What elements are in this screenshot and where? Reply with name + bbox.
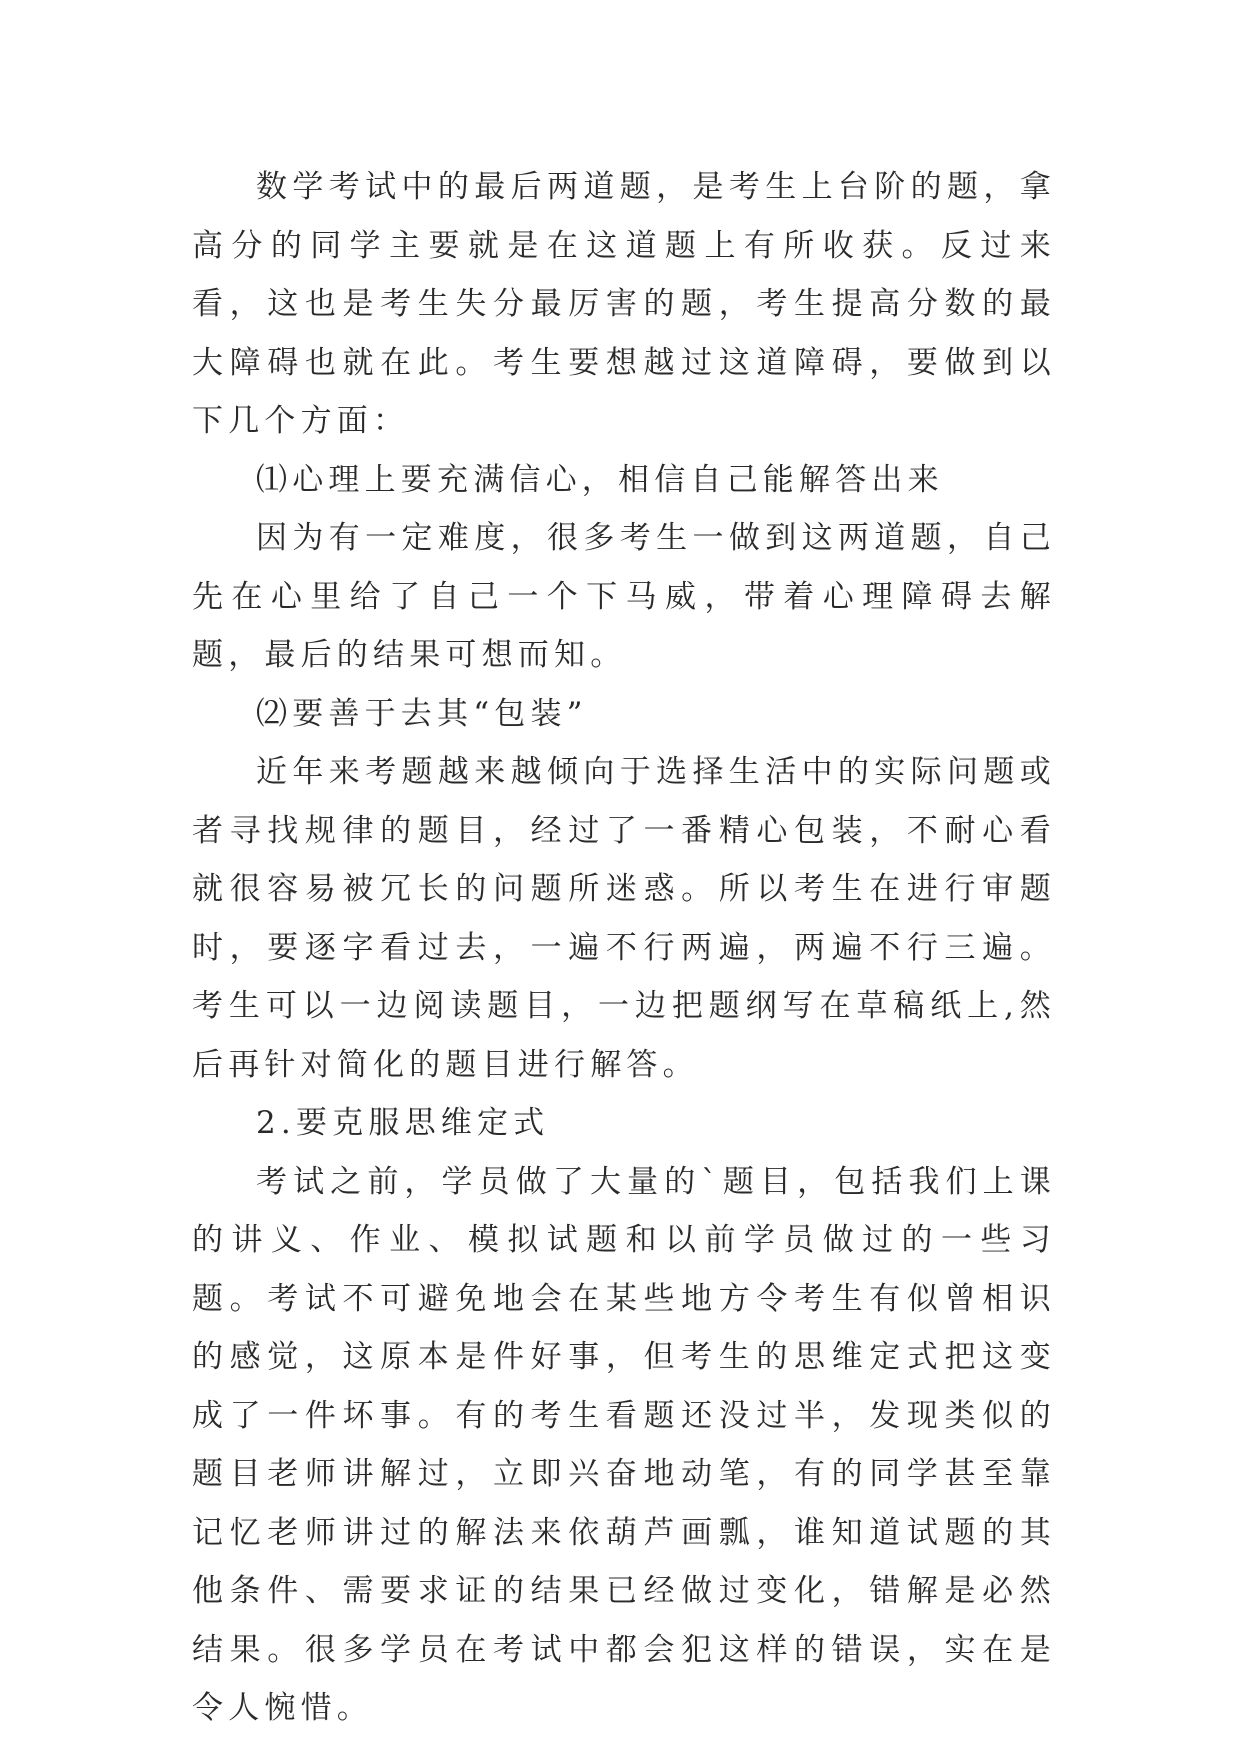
heading-packaging: ⑵要善于去其“包装”: [256, 695, 588, 732]
paragraph-packaging: 近年来考题越来越倾向于选择生活中的实际问题或者寻找规律的题目，经过了一番精心包装，不耐心看就很容易被冗长的问题所迷惑。所以考生在进行审题时，要逐字看过去，一遍不行两遍，两遍不行三遍。考生可以一边阅读题目，一边把题纲写在草稿纸上,然后再针对简化的题目进行解答。: [192, 754, 1056, 1083]
heading-confidence: ⑴心理上要充满信心，相信自己能解答出来: [256, 461, 944, 498]
document-body: [192, 158, 1056, 1738]
paragraph-intro: 数学考试中的最后两道题，是考生上台阶的题，拿高分的同学主要就是在这道题上有所收获。反过来看，这也是考生失分最厉害的题，考生提高分数的最大障碍也就在此。考生要想越过这道障碍，要做到以下几个方面：: [192, 169, 1056, 439]
heading-mindset: 2.要克服思维定式: [256, 1105, 550, 1141]
paragraph-confidence: 因为有一定难度，很多考生一做到这两道题，自己先在心里给了自己一个下马威，带着心理障碍去解题，最后的结果可想而知。: [192, 520, 1056, 673]
paragraph-mindset: 考试之前，学员做了大量的`题目，包括我们上课的讲义、作业、模拟试题和以前学员做过的一些习题。考试不可避免地会在某些地方令考生有似曾相识的感觉，这原本是件好事，但考生的思维定式把这变成了一件坏事。有的考生看题还没过半，发现类似的题目老师讲解过，立即兴奋地动笔，有的同学甚至靠记忆老师讲过的解法来依葫芦画瓢，谁知道试题的其他条件、需要求证的结果已经做过变化，错解是必然结果。很多学员在考试中都会犯这样的错误，实在是令人惋惜。: [192, 1163, 1056, 1726]
